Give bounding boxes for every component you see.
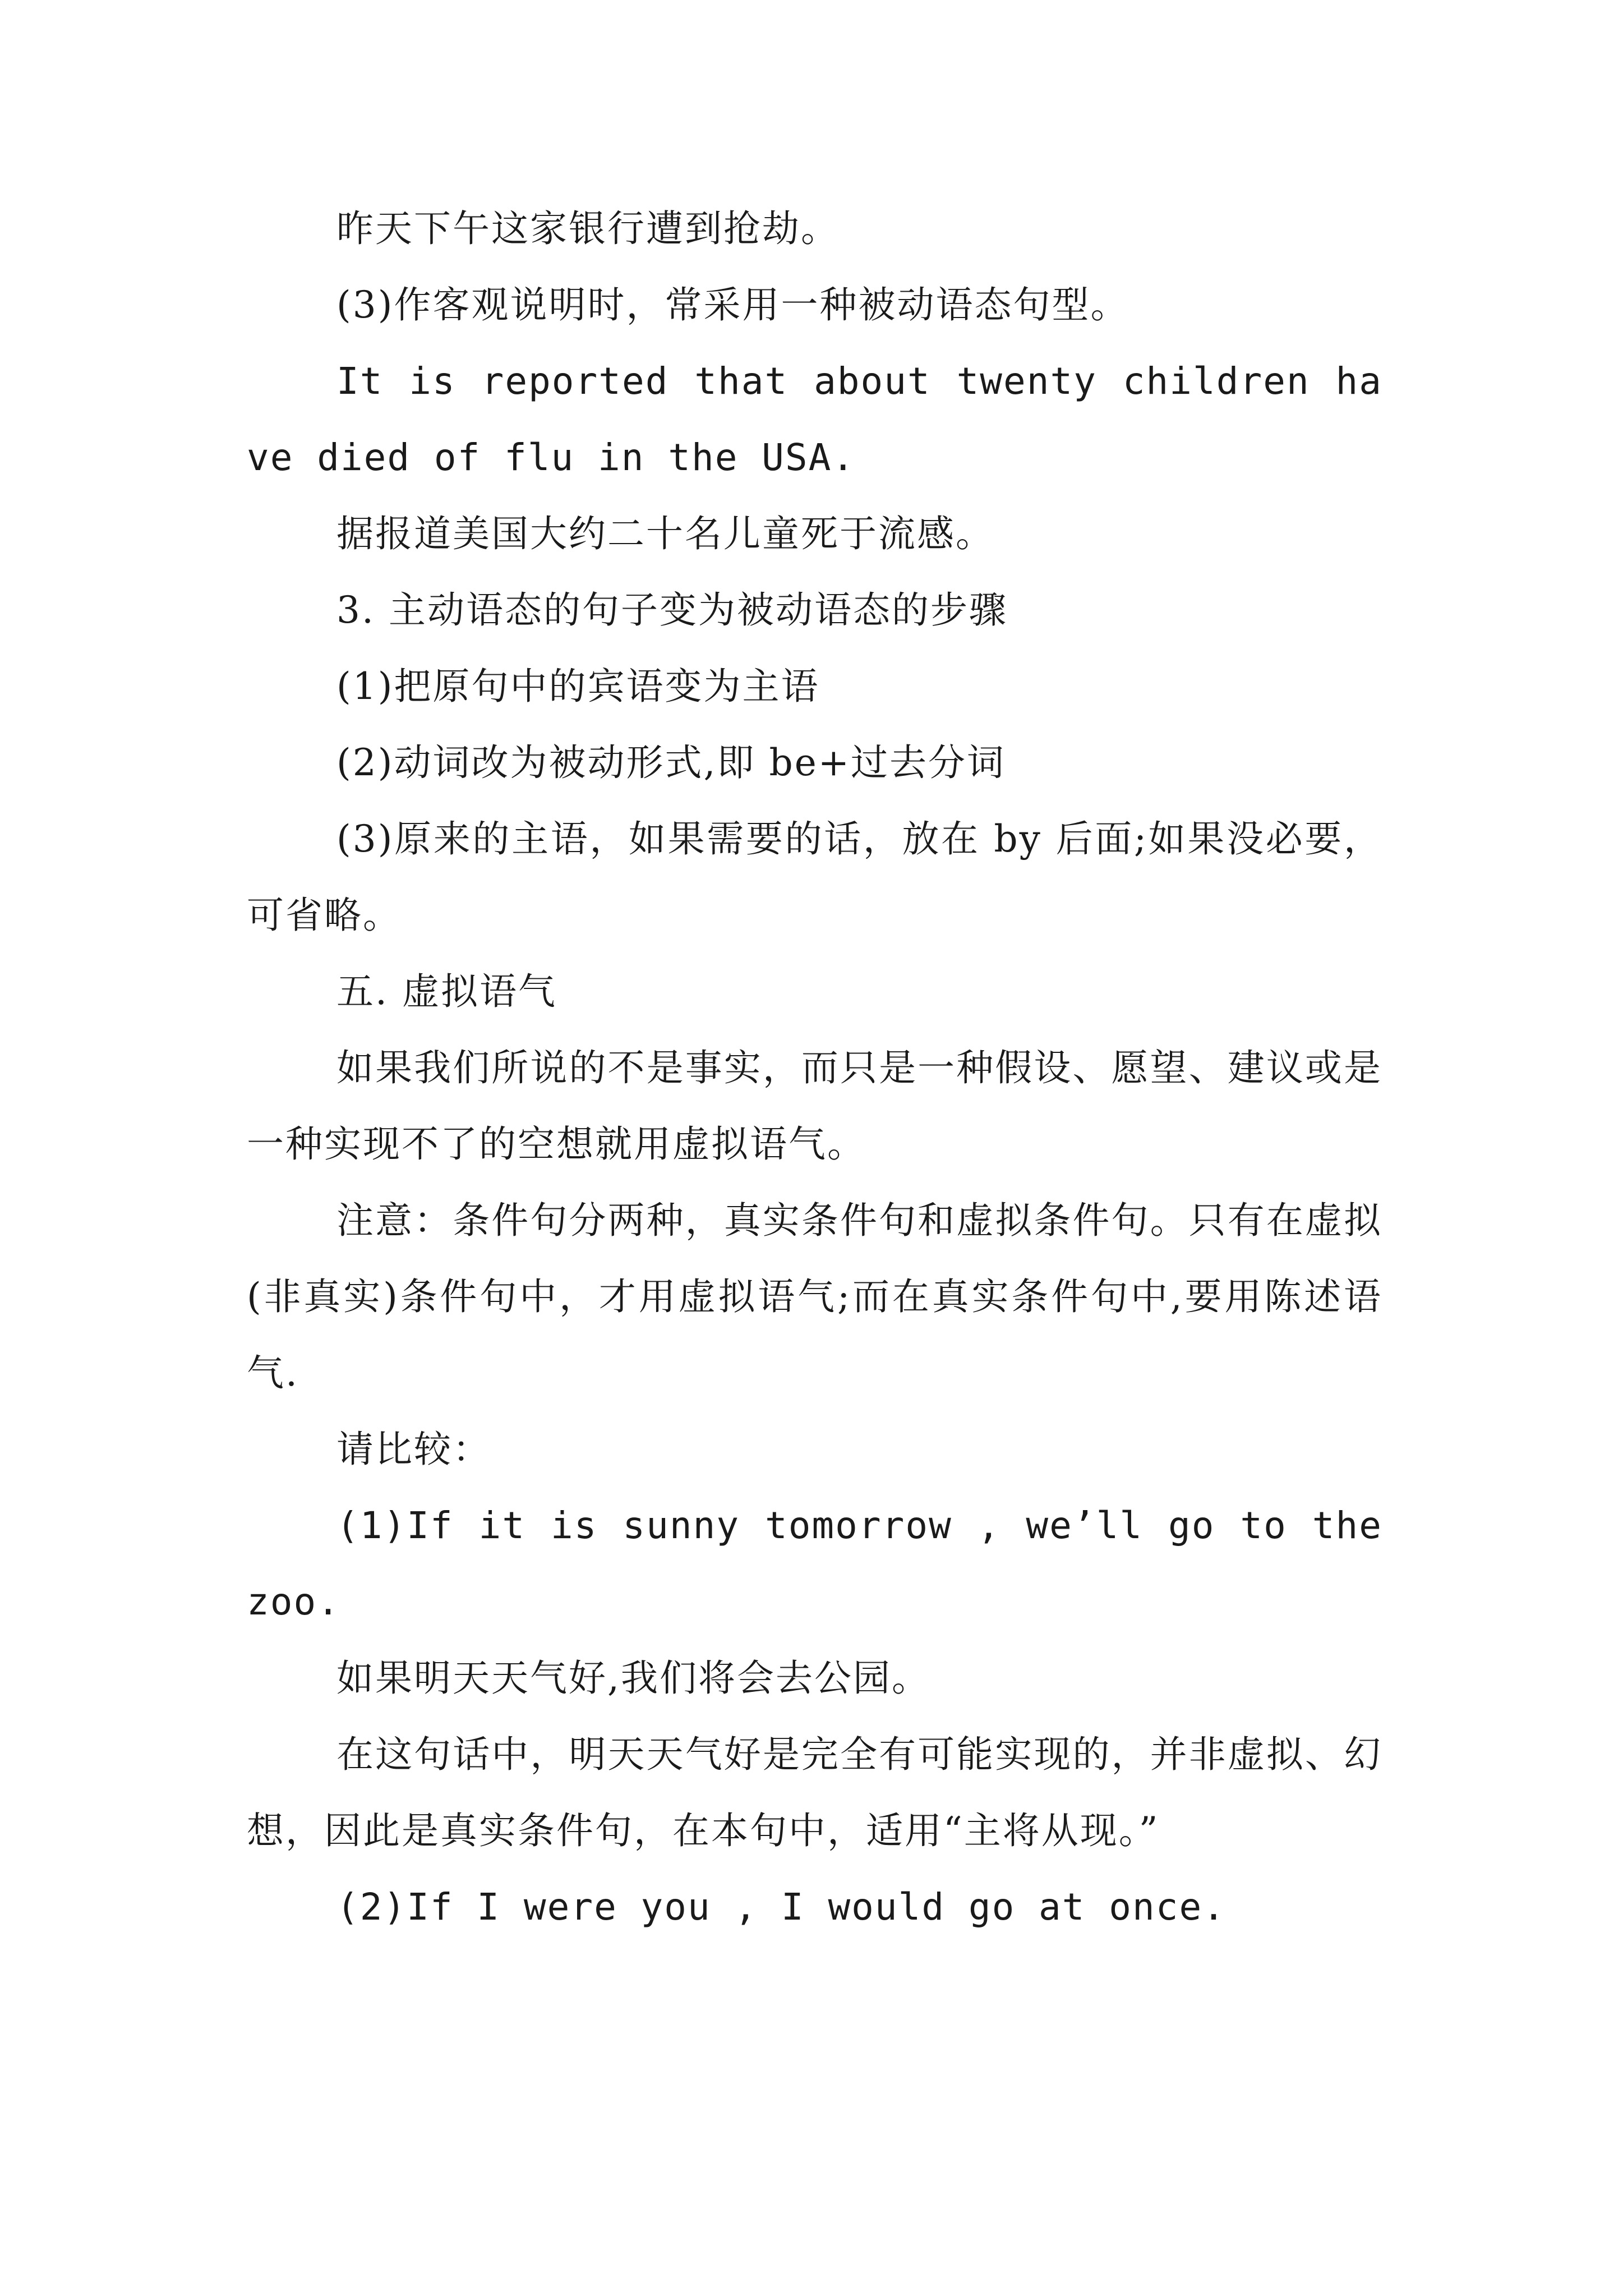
- paragraph-example-reported: It is reported that about twenty children have died of flu in the USA.: [247, 360, 1382, 479]
- paragraph-step-1: (1)把原句中的宾语变为主语: [336, 665, 820, 708]
- paragraph-example-sunny: (1)If it is sunny tomorrow , we’ll go to the zoo.: [247, 1504, 1382, 1623]
- paragraph-bank-robbed: 昨天下午这家银行遭到抢劫。: [336, 207, 840, 250]
- paragraph-translation-reported: 据报道美国大约二十名儿童死于流感。: [336, 512, 994, 555]
- paragraph-step-3: (3)原来的主语，如果需要的话，放在 by 后面;如果没必要，可省略。: [247, 817, 1382, 937]
- document-body: [247, 191, 1382, 1945]
- paragraph-explanation-real-conditional: 在这句话中，明天天气好是完全有可能实现的，并非虚拟、幻想，因此是真实条件句，在本句中，适用“主将从现。”: [247, 1733, 1382, 1852]
- section-heading-subjunctive: 五. 虚拟语气: [336, 970, 557, 1013]
- paragraph-step-2: (2)动词改为被动形式,即 be+过去分词: [336, 741, 1006, 784]
- section-heading-voice-conversion: 3. 主动语态的句子变为被动语态的步骤: [336, 588, 1008, 632]
- paragraph-translation-sunny: 如果明天天气好,我们将会去公园。: [336, 1657, 930, 1700]
- paragraph-subjunctive-definition: 如果我们所说的不是事实，而只是一种假设、愿望、建议或是一种实现不了的空想就用虚拟语气。: [247, 1046, 1382, 1166]
- paragraph-objective-statement: (3)作客观说明时，常采用一种被动语态句型。: [336, 283, 1129, 326]
- paragraph-note-conditionals: 注意：条件句分两种，真实条件句和虚拟条件句。只有在虚拟(非真实)条件句中，才用虚拟语气;而在真实条件句中,要用陈述语气.: [247, 1199, 1382, 1395]
- paragraph-example-if-i-were-you: (2)If I were you , I would go at once.: [336, 1885, 1226, 1929]
- paragraph-compare: 请比较：: [336, 1428, 491, 1471]
